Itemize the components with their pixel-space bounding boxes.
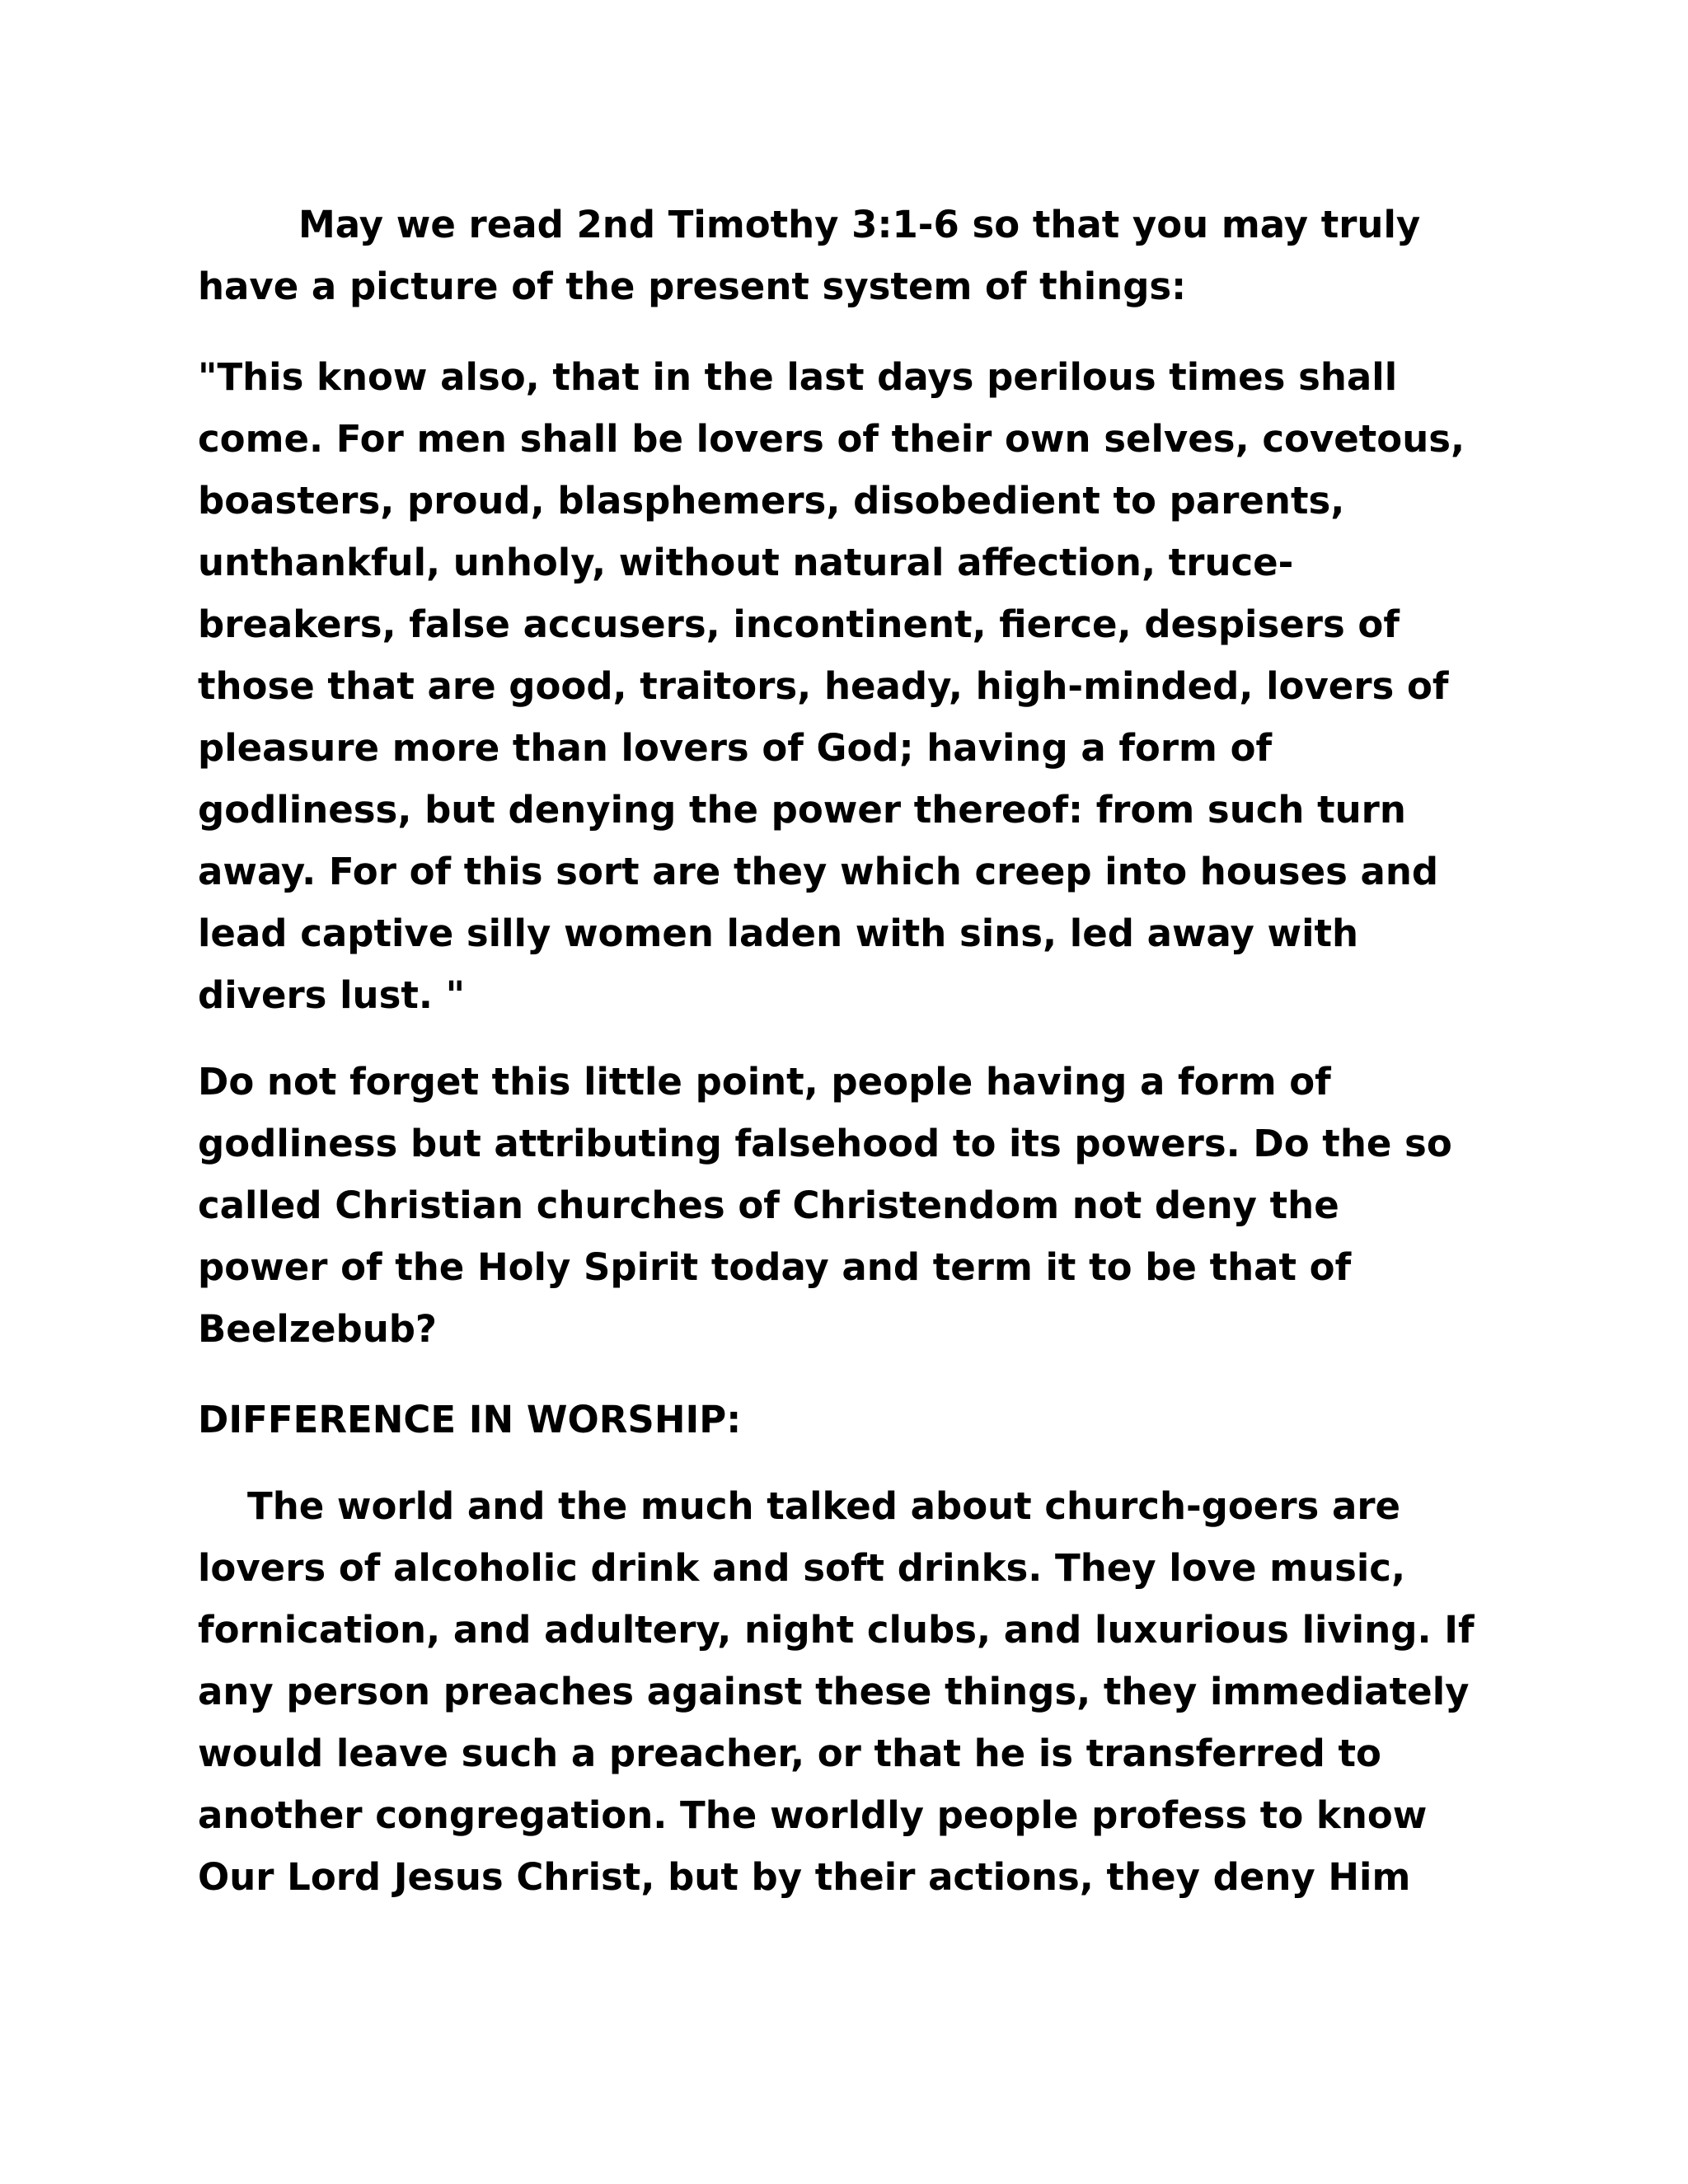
quote-line: divers lust. " [198, 973, 466, 1017]
quote-line: "This know also, that in the last days perilous times shall [198, 355, 1398, 399]
worship-line: fornication, and adultery, night clubs, and luxurious living. If [198, 1608, 1475, 1652]
worship-line: Our Lord Jesus Christ, but by their actions, they deny Him [198, 1855, 1411, 1899]
worship-line: The world and the much talked about church-goers are [247, 1484, 1401, 1528]
quote-line: away. For of this sort are they which creep into houses and [198, 850, 1439, 893]
quote-line: pleasure more than lovers of God; having a form of [198, 726, 1273, 770]
quote-line: lead captive silly women laden with sins, led away with [198, 912, 1359, 955]
quote-line: breakers, false accusers, incontinent, fierce, despisers of [198, 602, 1400, 646]
quote-line: boasters, proud, blasphemers, disobedient to parents, [198, 479, 1345, 523]
intro-line: have a picture of the present system of things: [198, 265, 1187, 308]
quote-line: those that are good, traitors, heady, high-minded, lovers of [198, 664, 1449, 708]
quote-line: godliness, but denying the power thereof: from such turn [198, 788, 1406, 832]
reflection-line: called Christian churches of Christendom not deny the [198, 1183, 1339, 1227]
reflection-line: power of the Holy Spirit today and term it to be that of [198, 1245, 1352, 1289]
worship-line: would leave such a preacher, or that he is transferred to [198, 1732, 1381, 1775]
reflection-line: Do not forget this little point, people having a form of [198, 1060, 1331, 1104]
reflection-line: godliness but attributing falsehood to its powers. Do the so [198, 1122, 1452, 1165]
worship-line: another congregation. The worldly people profess to know [198, 1793, 1428, 1837]
reflection-paragraph [198, 1051, 1484, 1360]
reflection-line: Beelzebub? [198, 1307, 438, 1351]
intro-paragraph [198, 194, 1484, 317]
worship-line: any person preaches against these things, they immediately [198, 1670, 1470, 1713]
section-heading: DIFFERENCE IN WORSHIP: [198, 1398, 742, 1441]
quote-line: unthankful, unholy, without natural affection, truce- [198, 541, 1294, 584]
worship-line: lovers of alcoholic drink and soft drinks. They love music, [198, 1546, 1406, 1590]
intro-line: May we read 2nd Timothy 3:1-6 so that you may truly [298, 203, 1421, 246]
worship-paragraph [198, 1475, 1484, 1908]
scripture-quote-paragraph [198, 346, 1484, 1026]
quote-line: come. For men shall be lovers of their own selves, covetous, [198, 417, 1465, 461]
